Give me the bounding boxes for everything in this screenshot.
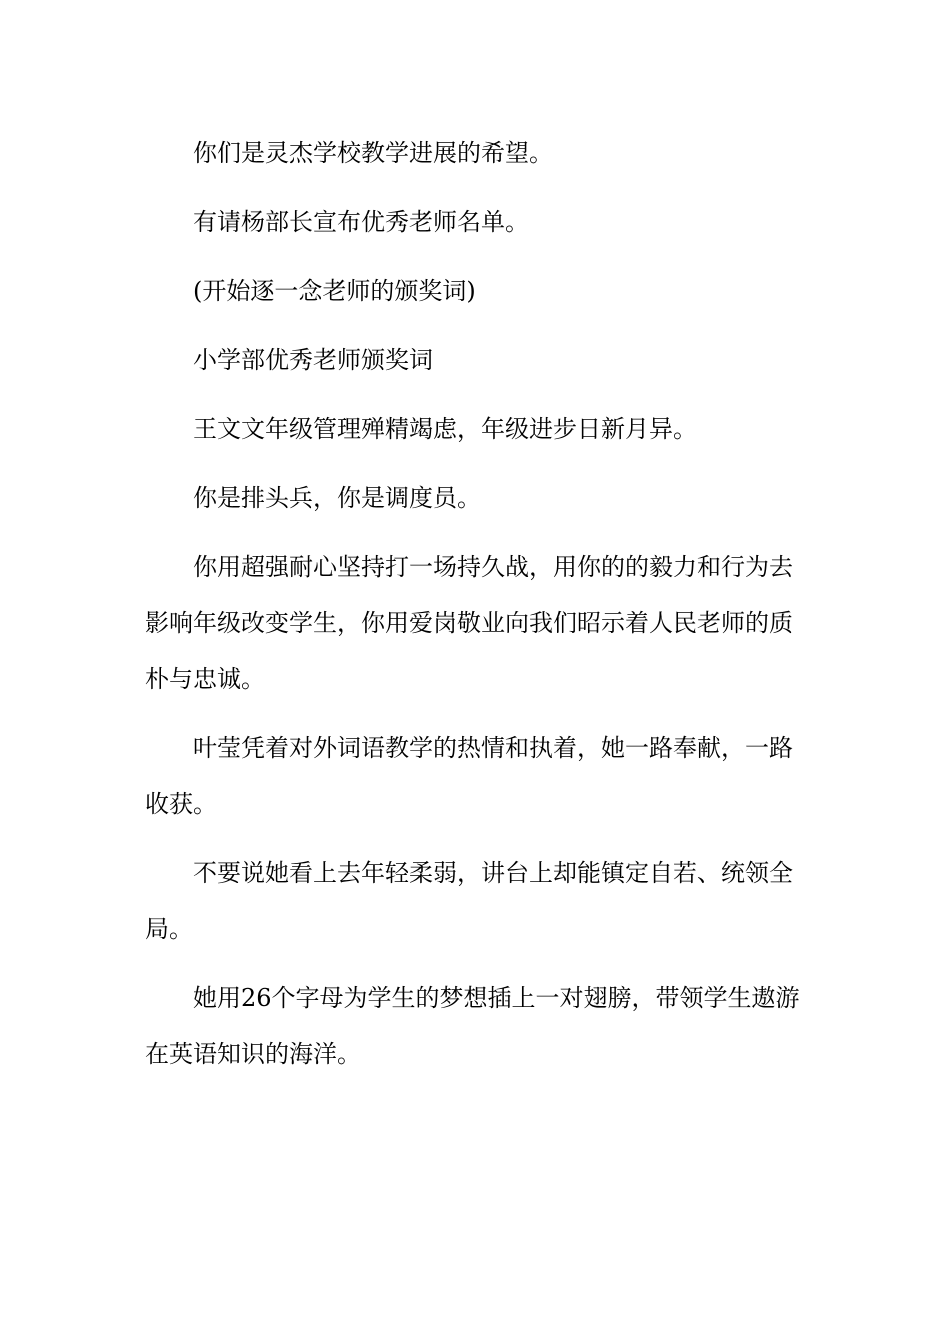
paragraph: 你是排头兵，你是调度员。 bbox=[193, 484, 481, 512]
paragraph: 有请杨部长宣布优秀老师名单。 bbox=[193, 208, 529, 236]
paragraph: 你用超强耐心坚持打一场持久战，用你的的毅力和行为去影响年级改变学生，你用爱岗敬业向我们昭示着人民老师的质朴与忠诚。 bbox=[145, 553, 793, 693]
paragraph: 王文文年级管理殚精竭虑，年级进步日新月异。 bbox=[193, 415, 697, 443]
paragraph: 不要说她看上去年轻柔弱，讲台上却能镇定自若、统领全局。 bbox=[145, 859, 793, 943]
section-heading: 小学部优秀老师颁奖词 bbox=[193, 346, 433, 374]
paragraph: 你们是灵杰学校教学进展的希望。 bbox=[193, 139, 553, 167]
paragraph: 叶莹凭着对外词语教学的热情和执着，她一路奉献，一路收获。 bbox=[145, 734, 793, 818]
document-body bbox=[145, 125, 810, 1095]
paragraph: 她用26个字母为学生的梦想插上一对翅膀，带领学生遨游在英语知识的海洋。 bbox=[145, 984, 800, 1068]
paragraph: (开始逐一念老师的颁奖词) bbox=[193, 277, 476, 305]
